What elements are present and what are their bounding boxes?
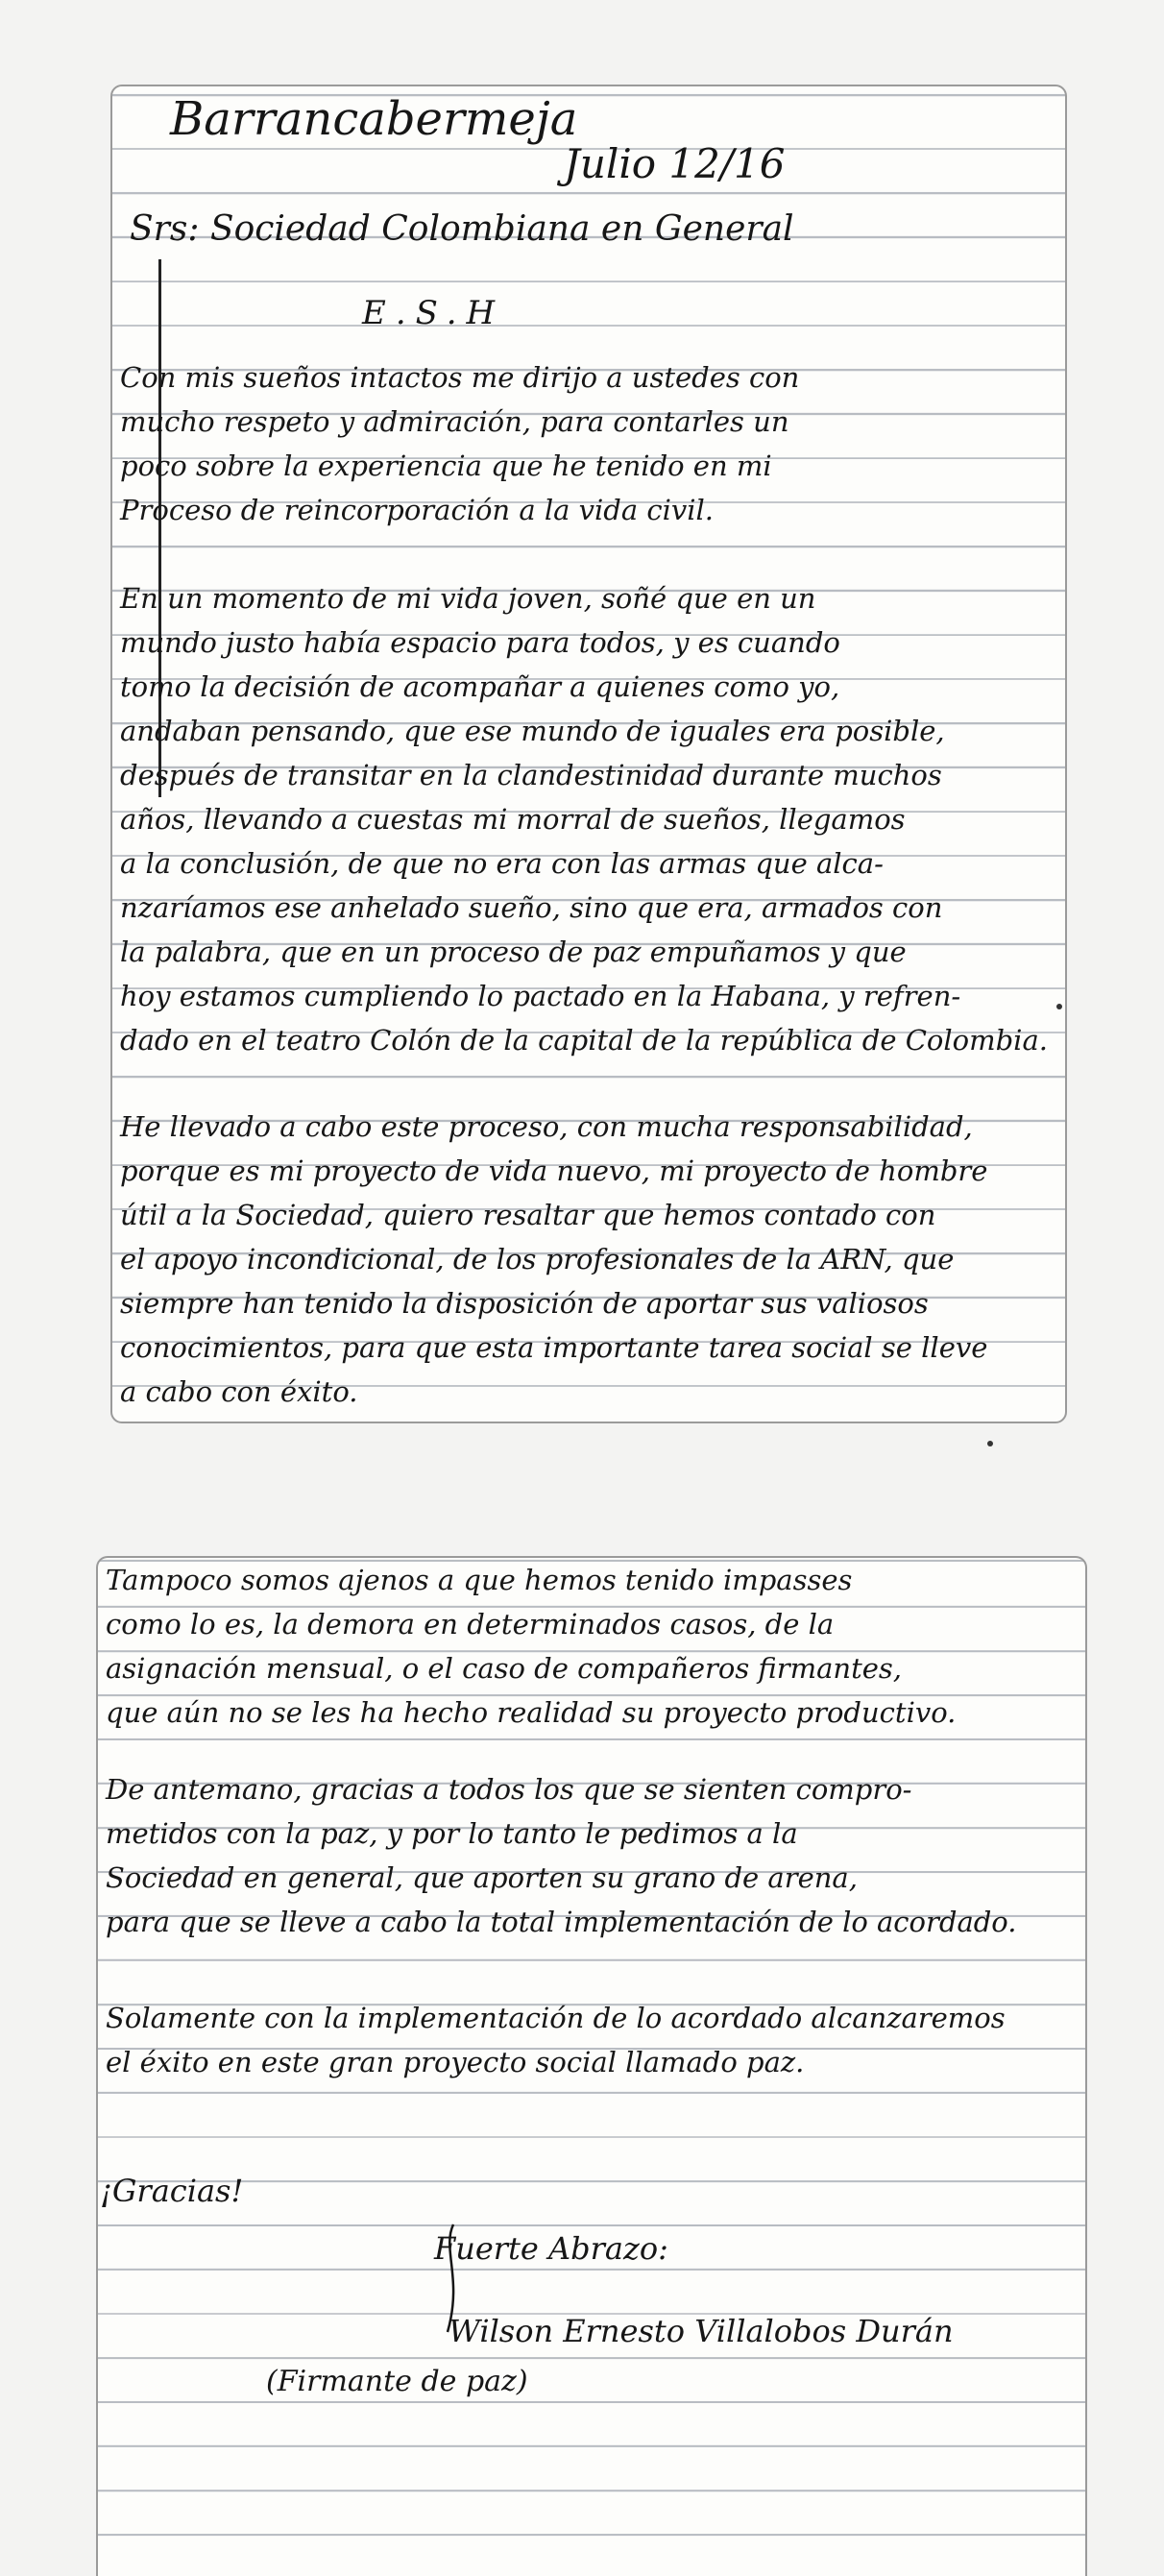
ink-dot [987, 1441, 993, 1446]
paragraph-line: poco sobre la experiencia que he tenido en mi [120, 450, 772, 482]
paragraph-line: mucho respeto y admiración, para contarles un [120, 405, 789, 438]
paragraph-line: a cabo con éxito. [120, 1375, 358, 1408]
letter-page-2 [96, 1556, 1087, 2576]
paragraph-line: la palabra, que en un proceso de paz empuñamos y que [120, 936, 907, 968]
paragraph-line: Tampoco somos ajenos a que hemos tenido impasses [106, 1564, 853, 1596]
paragraph-line: Sociedad en general, que aporten su grano de arena, [106, 1861, 858, 1894]
paragraph-line: porque es mi proyecto de vida nuevo, mi proyecto de hombre [120, 1154, 988, 1187]
letter-date: Julio 12/16 [564, 140, 786, 187]
paragraph-line: como lo es, la demora en determinados casos, de la [106, 1608, 835, 1640]
paragraph-line: Solamente con la implementación de lo acordado alcanzaremos [106, 2002, 1006, 2034]
paragraph-line: a la conclusión, de que no era con las armas que alca- [120, 847, 884, 880]
paragraph-line: andaban pensando, que ese mundo de iguales era posible, [120, 715, 945, 747]
paragraph-line: que aún no se les ha hecho realidad su proyecto productivo. [106, 1696, 957, 1729]
paragraph-line: años, llevando a cuestas mi morral de sueños, llegamos [120, 803, 906, 836]
paragraph-line: metidos con la paz, y por lo tanto le pedimos a la [106, 1817, 798, 1850]
paragraph-line: siempre han tenido la disposición de aportar sus valiosos [120, 1287, 929, 1320]
paragraph-line: mundo justo había espacio para todos, y es cuando [120, 626, 840, 659]
paragraph-line: nzaríamos ese anhelado sueño, sino que era, armados con [120, 891, 943, 924]
letter-city: Barrancabermeja [170, 92, 578, 146]
paragraph-line: dado en el teatro Colón de la capital de la república de Colombia. [120, 1024, 1048, 1057]
closing-thanks: ¡Gracias! [100, 2173, 244, 2209]
paragraph-line: el apoyo incondicional, de los profesionales de la ARN, que [120, 1243, 955, 1276]
paragraph-line: conocimientos, para que esta importante tarea social se lleve [120, 1331, 988, 1364]
paragraph-line: útil a la Sociedad, quiero resaltar que hemos contado con [120, 1199, 936, 1231]
signer-role: (Firmante de paz) [266, 2365, 528, 2398]
paragraph-4 [98, 1558, 1085, 1735]
ink-dot [1056, 1004, 1062, 1009]
paragraph-line: He llevado a cabo este proceso, con mucha responsabilidad, [120, 1110, 973, 1143]
paragraph-line: En un momento de mi vida joven, soñé que en un [120, 582, 816, 615]
paragraph-line: para que se lleve a cabo la total implementación de lo acordado. [106, 1906, 1017, 1938]
paragraph-line: De antemano, gracias a todos los que se sienten compro- [106, 1773, 912, 1806]
paragraph-5 [98, 1767, 1085, 1944]
paragraph-2 [112, 576, 1065, 1062]
paragraph-6 [98, 1996, 1085, 2084]
paragraph-line: Proceso de reincorporación a la vida civil. [120, 494, 715, 526]
paragraph-line: el éxito en este gran proyecto social llamado paz. [106, 2046, 805, 2078]
closing-hug: Fuerte Abrazo: [434, 2230, 668, 2267]
paragraph-line: tomo la decisión de acompañar a quienes como yo, [120, 670, 840, 703]
paragraph-3 [112, 1105, 1065, 1414]
paragraph-line: hoy estamos cumpliendo lo pactado en la Habana, y refren- [120, 980, 961, 1012]
signer-name: Wilson Ernesto Villalobos Durán [449, 2313, 954, 2349]
paragraph-1 [112, 355, 1065, 532]
paragraph-line: Con mis sueños intactos me dirijo a ustedes con [120, 361, 800, 394]
paragraph-line: después de transitar en la clandestinidad durante muchos [120, 759, 942, 791]
letter-salutation: Srs: Sociedad Colombiana en General [130, 209, 794, 249]
letter-page-1 [110, 85, 1067, 1423]
letter-initials: E.S.H [362, 294, 505, 332]
paragraph-line: asignación mensual, o el caso de compañeros firmantes, [106, 1652, 903, 1685]
